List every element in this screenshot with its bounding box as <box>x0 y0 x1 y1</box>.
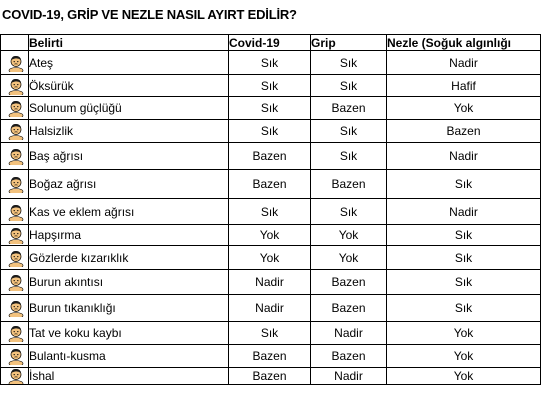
row-icon-cell <box>1 143 29 170</box>
symptom-label: Gözlerde kızarıklık <box>29 246 229 270</box>
sore-throat-person-icon <box>7 175 25 193</box>
cold-value: Bazen <box>387 120 541 143</box>
row-icon-cell <box>1 295 29 322</box>
cold-value: Nadir <box>387 199 541 225</box>
row-icon-cell <box>1 246 29 270</box>
flu-value: Yok <box>311 246 387 270</box>
flu-value: Nadir <box>311 368 387 385</box>
covid-value: Yok <box>229 246 311 270</box>
row-icon-cell <box>1 225 29 246</box>
row-icon-cell <box>1 270 29 295</box>
flu-value: Bazen <box>311 97 387 120</box>
row-icon-cell <box>1 368 29 385</box>
covid-value: Sık <box>229 199 311 225</box>
covid-value: Bazen <box>229 368 311 385</box>
cold-value: Yok <box>387 97 541 120</box>
sneeze-person-icon <box>7 226 25 244</box>
flu-value: Bazen <box>311 295 387 322</box>
cold-value: Hafif <box>387 75 541 97</box>
cold-value: Nadir <box>387 143 541 170</box>
table-row <box>1 295 541 322</box>
row-icon-cell <box>1 322 29 345</box>
symptom-label: Burun tıkanıklığı <box>29 295 229 322</box>
covid-value: Bazen <box>229 345 311 368</box>
symptom-label: Baş ağrısı <box>29 143 229 170</box>
row-icon-cell <box>1 199 29 225</box>
cold-value: Yok <box>387 345 541 368</box>
symptom-label: Halsizlik <box>29 120 229 143</box>
row-icon-cell <box>1 51 29 75</box>
breathing-person-icon <box>7 99 25 117</box>
cold-value: Yok <box>387 368 541 385</box>
cold-value: Nadir <box>387 51 541 75</box>
nausea-person-icon <box>7 347 25 365</box>
table-row <box>1 170 541 199</box>
flu-value: Sık <box>311 120 387 143</box>
table-row <box>1 51 541 75</box>
cold-value: Yok <box>387 322 541 345</box>
header-symptom: Belirti <box>29 35 229 51</box>
headache-person-icon <box>7 147 25 165</box>
symptom-label: Hapşırma <box>29 225 229 246</box>
header-covid: Covid-19 <box>229 35 311 51</box>
stuffy-nose-person-icon <box>7 299 25 317</box>
cold-value: Sık <box>387 295 541 322</box>
diarrhea-person-icon <box>7 368 25 385</box>
symptom-label: İshal <box>29 368 229 385</box>
header-cold: Nezle (Soğuk algınlığı <box>387 35 541 51</box>
cold-value: Sık <box>387 246 541 270</box>
symptom-label: Boğaz ağrısı <box>29 170 229 199</box>
symptom-label: Kas ve eklem ağrısı <box>29 199 229 225</box>
covid-value: Nadir <box>229 270 311 295</box>
table-row <box>1 270 541 295</box>
cold-value: Sık <box>387 270 541 295</box>
table-row <box>1 345 541 368</box>
covid-value: Sık <box>229 97 311 120</box>
red-eyes-person-icon <box>7 249 25 267</box>
flu-value: Sık <box>311 143 387 170</box>
covid-value: Yok <box>229 225 311 246</box>
muscle-pain-person-icon <box>7 203 25 221</box>
covid-value: Sık <box>229 75 311 97</box>
row-icon-cell <box>1 170 29 199</box>
flu-value: Sık <box>311 75 387 97</box>
runny-nose-person-icon <box>7 273 25 291</box>
cold-value: Sık <box>387 225 541 246</box>
header-flu: Grip <box>311 35 387 51</box>
flu-value: Bazen <box>311 270 387 295</box>
header-icon-cell <box>1 35 29 51</box>
table-row <box>1 97 541 120</box>
covid-value: Bazen <box>229 170 311 199</box>
row-icon-cell <box>1 75 29 97</box>
row-icon-cell <box>1 120 29 143</box>
symptom-comparison-table <box>0 34 541 385</box>
symptom-label: Öksürük <box>29 75 229 97</box>
covid-value: Sık <box>229 120 311 143</box>
flu-value: Bazen <box>311 345 387 368</box>
table-row <box>1 225 541 246</box>
covid-value: Nadir <box>229 295 311 322</box>
symptom-label: Tat ve koku kaybı <box>29 322 229 345</box>
symptom-label: Solunum güçlüğü <box>29 97 229 120</box>
table-row <box>1 120 541 143</box>
table-row <box>1 75 541 97</box>
row-icon-cell <box>1 97 29 120</box>
table-header-row <box>1 35 541 51</box>
flu-value: Yok <box>311 225 387 246</box>
flu-value: Nadir <box>311 322 387 345</box>
covid-value: Bazen <box>229 143 311 170</box>
cold-value: Sık <box>387 170 541 199</box>
symptom-label: Burun akıntısı <box>29 270 229 295</box>
table-row <box>1 246 541 270</box>
symptom-label: Bulantı-kusma <box>29 345 229 368</box>
table-row <box>1 143 541 170</box>
symptom-label: Ateş <box>29 51 229 75</box>
table-row <box>1 368 541 385</box>
covid-value: Sık <box>229 322 311 345</box>
page-title: COVID-19, GRİP VE NEZLE NASIL AYIRT EDİLİR? <box>2 7 297 22</box>
smell-loss-person-icon <box>7 324 25 342</box>
table-row <box>1 322 541 345</box>
covid-value: Sık <box>229 51 311 75</box>
fever-person-icon <box>7 54 25 72</box>
cough-person-icon <box>7 77 25 95</box>
flu-value: Sık <box>311 51 387 75</box>
fatigue-person-icon <box>7 122 25 140</box>
table-row <box>1 199 541 225</box>
row-icon-cell <box>1 345 29 368</box>
flu-value: Bazen <box>311 170 387 199</box>
flu-value: Sık <box>311 199 387 225</box>
